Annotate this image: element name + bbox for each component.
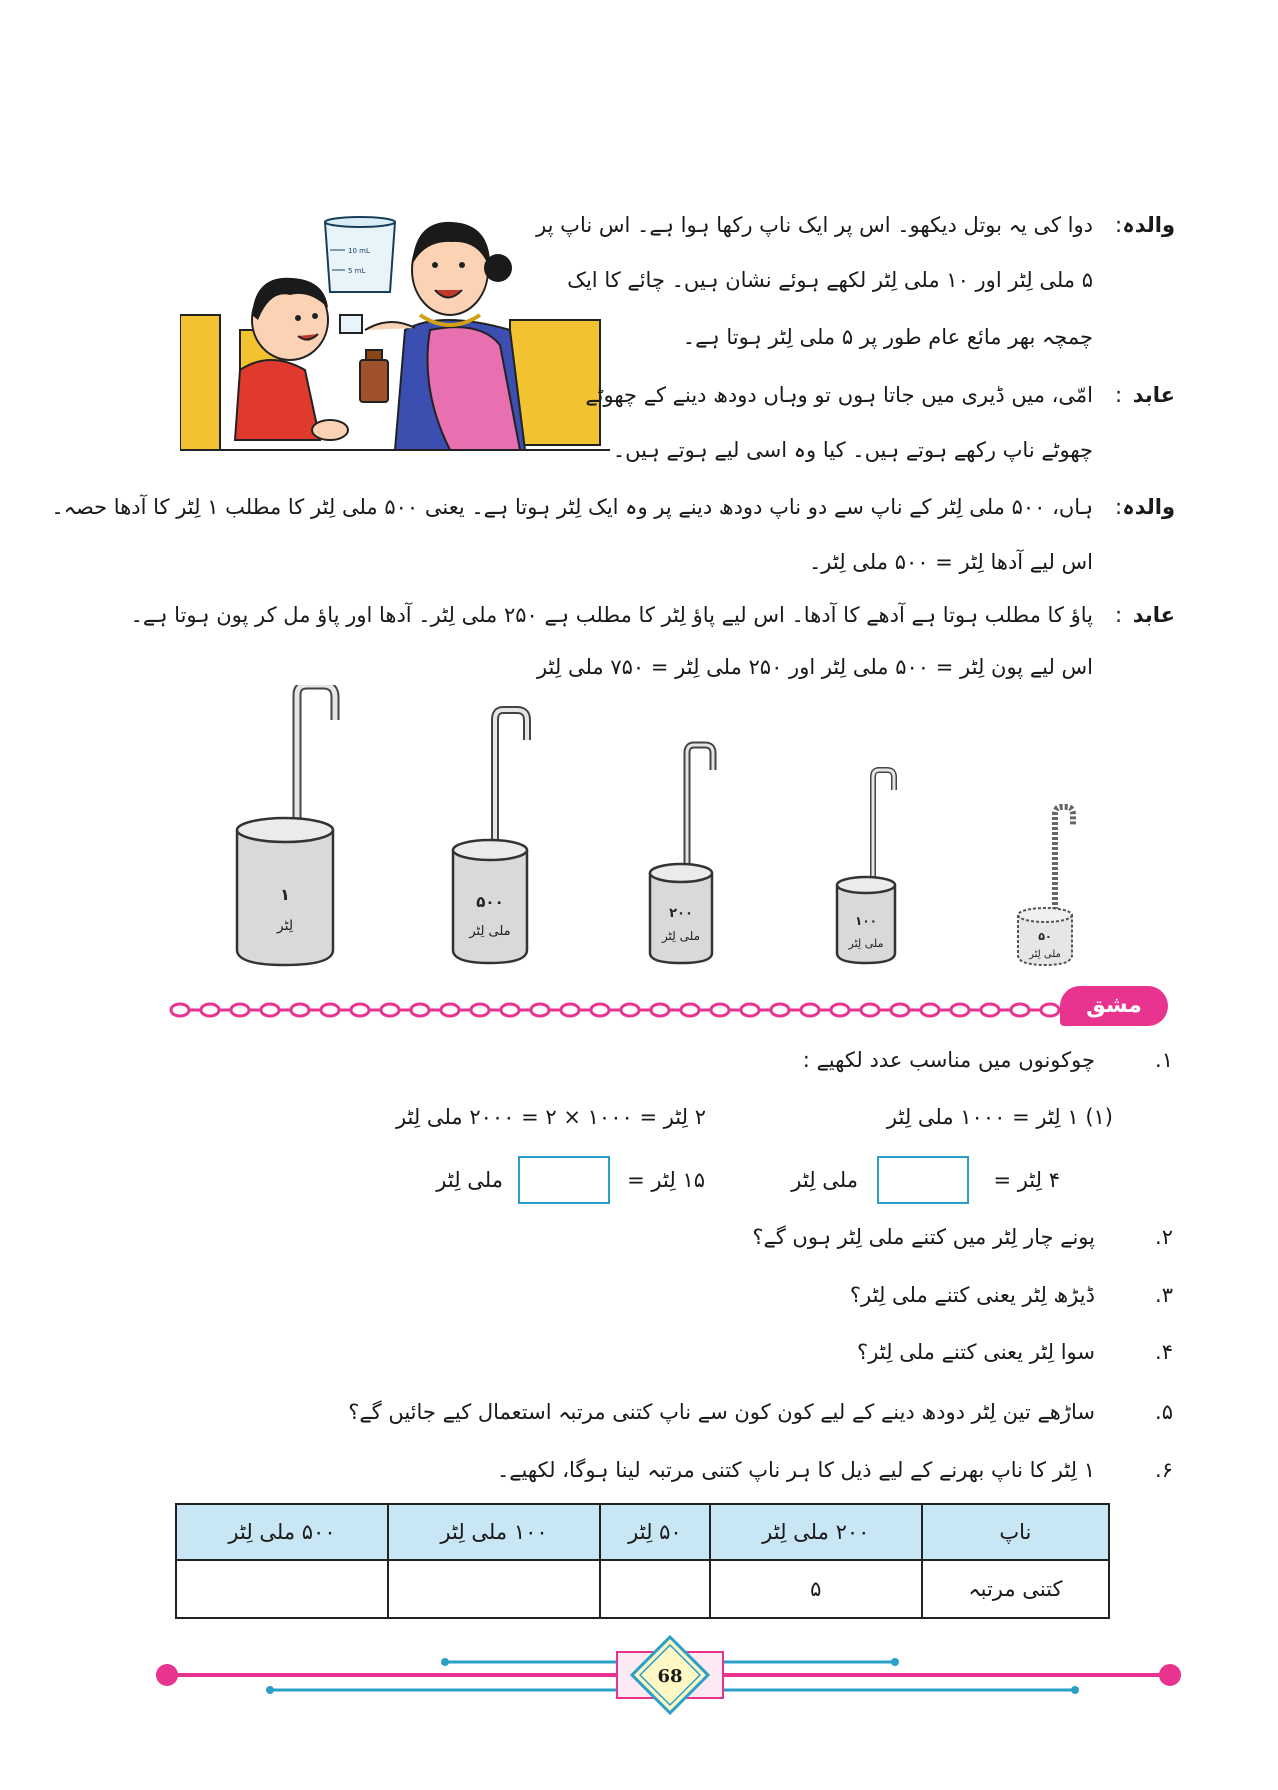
- question-number: ۲.: [1155, 1225, 1173, 1249]
- question-number: ۴.: [1155, 1340, 1173, 1364]
- cup-mark-10: 10 mL: [348, 247, 370, 255]
- measure-value: ۲۰۰: [669, 906, 693, 921]
- measure-value: ۱: [280, 885, 290, 904]
- table-header-cell: ۵۰ لِٹر: [600, 1504, 710, 1560]
- table-header-cell: ۱۰۰ ملی لِٹر: [388, 1504, 600, 1560]
- question-text: چوکونوں میں مناسب عدد لکھیے :: [802, 1048, 1095, 1072]
- colon: :: [1115, 603, 1123, 627]
- colon: :: [1115, 213, 1123, 237]
- colon: :: [1115, 495, 1123, 519]
- table-row: [176, 1560, 1109, 1618]
- table-header-cell: ۲۰۰ ملی لِٹر: [710, 1504, 922, 1560]
- dialogue-line: پاؤ کا مطلب ہوتا ہے آدھے کا آدھا۔ اس لیے پاؤ لِٹر کا مطلب ہے ۲۵۰ ملی لِٹر۔ آدھا اور پاؤ مل کر پون ہوتا ہے۔: [130, 603, 1093, 627]
- table-cell: ۵: [710, 1560, 922, 1618]
- measure-unit: ملی لِٹر: [661, 929, 701, 943]
- question-number: ۱.: [1155, 1048, 1173, 1072]
- question-number: ۶.: [1155, 1458, 1173, 1482]
- measures-table: [175, 1503, 1110, 1619]
- table-header-cell: ۵۰۰ ملی لِٹر: [176, 1504, 388, 1560]
- dialogue-line: اس لیے آدھا لِٹر = ۵۰۰ ملی لِٹر۔: [809, 550, 1093, 574]
- answer-box-4l[interactable]: [877, 1156, 969, 1204]
- measuring-cans-illustration: [225, 685, 1105, 975]
- question-text: ساڑھے تین لِٹر دودھ دینے کے لیے کون کون سے ناپ کتنی مرتبہ استعمال کیے جائیں گے؟: [348, 1400, 1095, 1424]
- question-text: پونے چار لِٹر میں کتنے ملی لِٹر ہوں گے؟: [752, 1225, 1095, 1249]
- colon: :: [1115, 383, 1123, 407]
- table-answer-cell[interactable]: [600, 1560, 710, 1618]
- equation-right: ملی لِٹر: [791, 1168, 858, 1192]
- equation: (۱) ۱ لِٹر = ۱۰۰۰ ملی لِٹر: [886, 1105, 1113, 1129]
- table-row-label: کتنی مرتبہ: [922, 1560, 1109, 1618]
- page-number: 68: [657, 1666, 683, 1687]
- dialogue-line: امّی، میں ڈیری میں جاتا ہوں تو وہاں دودھ دینے کے چھوٹے: [585, 383, 1093, 407]
- measure-value: ۵۰۰: [476, 893, 504, 911]
- mother-child-illustration: [180, 210, 610, 475]
- dialogue-line: ہاں، ۵۰۰ ملی لِٹر کے ناپ سے دو ناپ دودھ دینے پر وہ ایک لِٹر ہوتا ہے۔ یعنی ۵۰۰ ملی لِٹر کا مطلب ۱ لِٹر کا آدھا حصہ۔: [51, 495, 1093, 519]
- measure-unit: ملی لِٹر: [848, 937, 884, 950]
- page-footer-decoration: [155, 1635, 1185, 1715]
- speaker-label: والدہ: [1122, 495, 1175, 519]
- answer-box-15l[interactable]: [518, 1156, 610, 1204]
- dialogue-line: اس لیے پون لِٹر = ۵۰۰ ملی لِٹر اور ۲۵۰ ملی لِٹر = ۷۵۰ ملی لِٹر: [536, 655, 1093, 679]
- table-answer-cell[interactable]: [176, 1560, 388, 1618]
- measuring-cup: [325, 217, 395, 292]
- question-text: ۱ لِٹر کا ناپ بھرنے کے لیے ذیل کا ہر ناپ کتنی مرتبہ لینا ہوگا، لکھیے۔: [496, 1458, 1095, 1482]
- speaker-label: والدہ: [1122, 213, 1175, 237]
- exercise-title-tab: [1060, 986, 1168, 1026]
- dialogue-line: چمچہ بھر مائع عام طور پر ۵ ملی لِٹر ہوتا ہے۔: [682, 325, 1093, 349]
- table-header-cell: ناپ: [922, 1504, 1109, 1560]
- measure-can-200ml: [650, 745, 713, 963]
- exercise-title: مشق: [1086, 993, 1142, 1018]
- equation: ۲ لِٹر = ۱۰۰۰ × ۲ = ۲۰۰۰ ملی لِٹر: [395, 1105, 706, 1129]
- measure-can-1l: [237, 685, 335, 965]
- speaker-label: عابد: [1132, 383, 1175, 407]
- table-answer-cell[interactable]: [388, 1560, 600, 1618]
- measure-can-100ml: [837, 770, 895, 963]
- equation-left: ۴ لِٹر =: [993, 1168, 1060, 1192]
- cup-mark-5: 5 mL: [348, 267, 366, 275]
- measure-unit: ملی لِٹر: [1029, 949, 1061, 960]
- measure-unit: ملی لِٹر: [469, 924, 511, 939]
- table-header-row: [176, 1504, 1109, 1560]
- measure-can-500ml: [453, 710, 527, 963]
- dialogue-line: چھوٹے ناپ رکھے ہوتے ہیں۔ کیا وہ اسی لیے ہوتے ہیں۔: [612, 438, 1093, 462]
- measure-unit: لِٹر: [276, 918, 294, 934]
- measure-can-50ml: [1018, 807, 1073, 965]
- equation-left: ۱۵ لِٹر =: [627, 1168, 705, 1192]
- measure-value: ۵۰: [1038, 930, 1052, 943]
- question-text: ڈیڑھ لِٹر یعنی کتنے ملی لِٹر؟: [849, 1283, 1095, 1307]
- question-number: ۳.: [1155, 1283, 1173, 1307]
- dialogue-line: دوا کی یہ بوتل دیکھو۔ اس پر ایک ناپ رکھا ہوا ہے۔ اس ناپ پر: [536, 213, 1093, 237]
- speaker-label: عابد: [1132, 603, 1175, 627]
- measure-value: ۱۰۰: [855, 914, 877, 928]
- question-number: ۵.: [1155, 1400, 1173, 1424]
- equation-right: ملی لِٹر: [436, 1168, 503, 1192]
- question-text: سوا لِٹر یعنی کتنے ملی لِٹر؟: [857, 1340, 1095, 1364]
- dialogue-line: ۵ ملی لِٹر اور ۱۰ ملی لِٹر لکھے ہوئے نشان ہیں۔ چائے کا ایک: [567, 268, 1093, 292]
- exercise-divider-chain: [165, 995, 1085, 1025]
